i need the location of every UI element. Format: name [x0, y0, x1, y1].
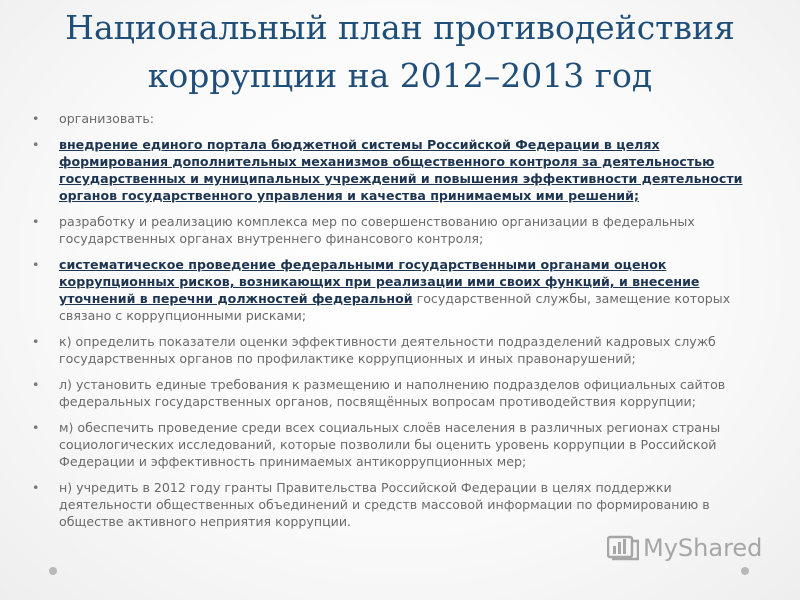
watermark-logo	[607, 533, 762, 563]
bullet-text: разработку и реализацию комплекса мер по совершенствованию организации в федеральных государственных органах внутреннего финансового контроля;	[59, 214, 695, 246]
bullet-item	[28, 110, 763, 127]
decorative-dot-right	[741, 567, 749, 575]
bullet-item	[28, 376, 763, 410]
slide-title: Национальный план противодействия коррупции на 2012–2013 год	[65, 8, 735, 95]
bullet-item	[28, 419, 763, 470]
bullet-underlined-text: внедрение единого портала бюджетной системы Российской Федерации в целях формирования дополнительных механизмов общественного контроля за деятельностью государственных и муниципальных учреждений и повышения эффективности деятельности органов государственного управления и качества принимаемых ими решений;	[59, 137, 743, 203]
bullet-item	[28, 213, 763, 247]
bullet-text: м) обеспечить проведение среди всех социальных слоёв населения в различных регионах страны социологических исследований, которые позволили бы оценить уровень коррупции в Российской Федерации и эффективность принимаемых антикоррупционных мер;	[59, 420, 721, 469]
bullet-text: государственной службы, замещение которых связано с коррупционными рисками;	[59, 291, 731, 323]
decorative-dot-left	[49, 567, 57, 575]
bullet-dot: •	[32, 480, 40, 495]
bullet-item	[28, 479, 763, 530]
myshared-logo-icon	[607, 533, 639, 563]
bullet-list	[28, 110, 763, 539]
bullet-dot: •	[32, 420, 40, 435]
bullet-item	[28, 256, 763, 324]
bullet-text: л) установить единые требования к размещению и наполнению подразделов официальных сайтов федеральных государственных органов, посвящённых вопросам противодействия коррупции;	[59, 377, 726, 409]
bullet-dot: •	[32, 257, 40, 272]
bullet-text: н) учредить в 2012 году гранты Правительства Российской Федерации в целях поддержки деятельности общественных объединений и средств массовой информации по формированию в обществе активного неприятия коррупции.	[59, 480, 710, 529]
bullet-dot: •	[32, 334, 40, 349]
bullet-text: организовать:	[59, 111, 154, 126]
logo-text: MyShared	[643, 534, 763, 562]
bullet-dot: •	[32, 111, 40, 126]
bullet-text: к) определить показатели оценки эффективности деятельности подразделений кадровых служб государственных органов по профилактике коррупционных и иных правонарушений;	[59, 334, 716, 366]
bullet-dot: •	[32, 137, 40, 152]
bullet-underlined-text: систематическое проведение федеральными государственными органами оценок коррупционных рисков, возникающих при реализации ими своих функций, и внесение уточнений в перечни должностей федеральной	[59, 257, 700, 306]
bullet-item	[28, 333, 763, 367]
bullet-dot: •	[32, 377, 40, 392]
bullet-item	[28, 136, 763, 204]
bullet-dot: •	[32, 214, 40, 229]
